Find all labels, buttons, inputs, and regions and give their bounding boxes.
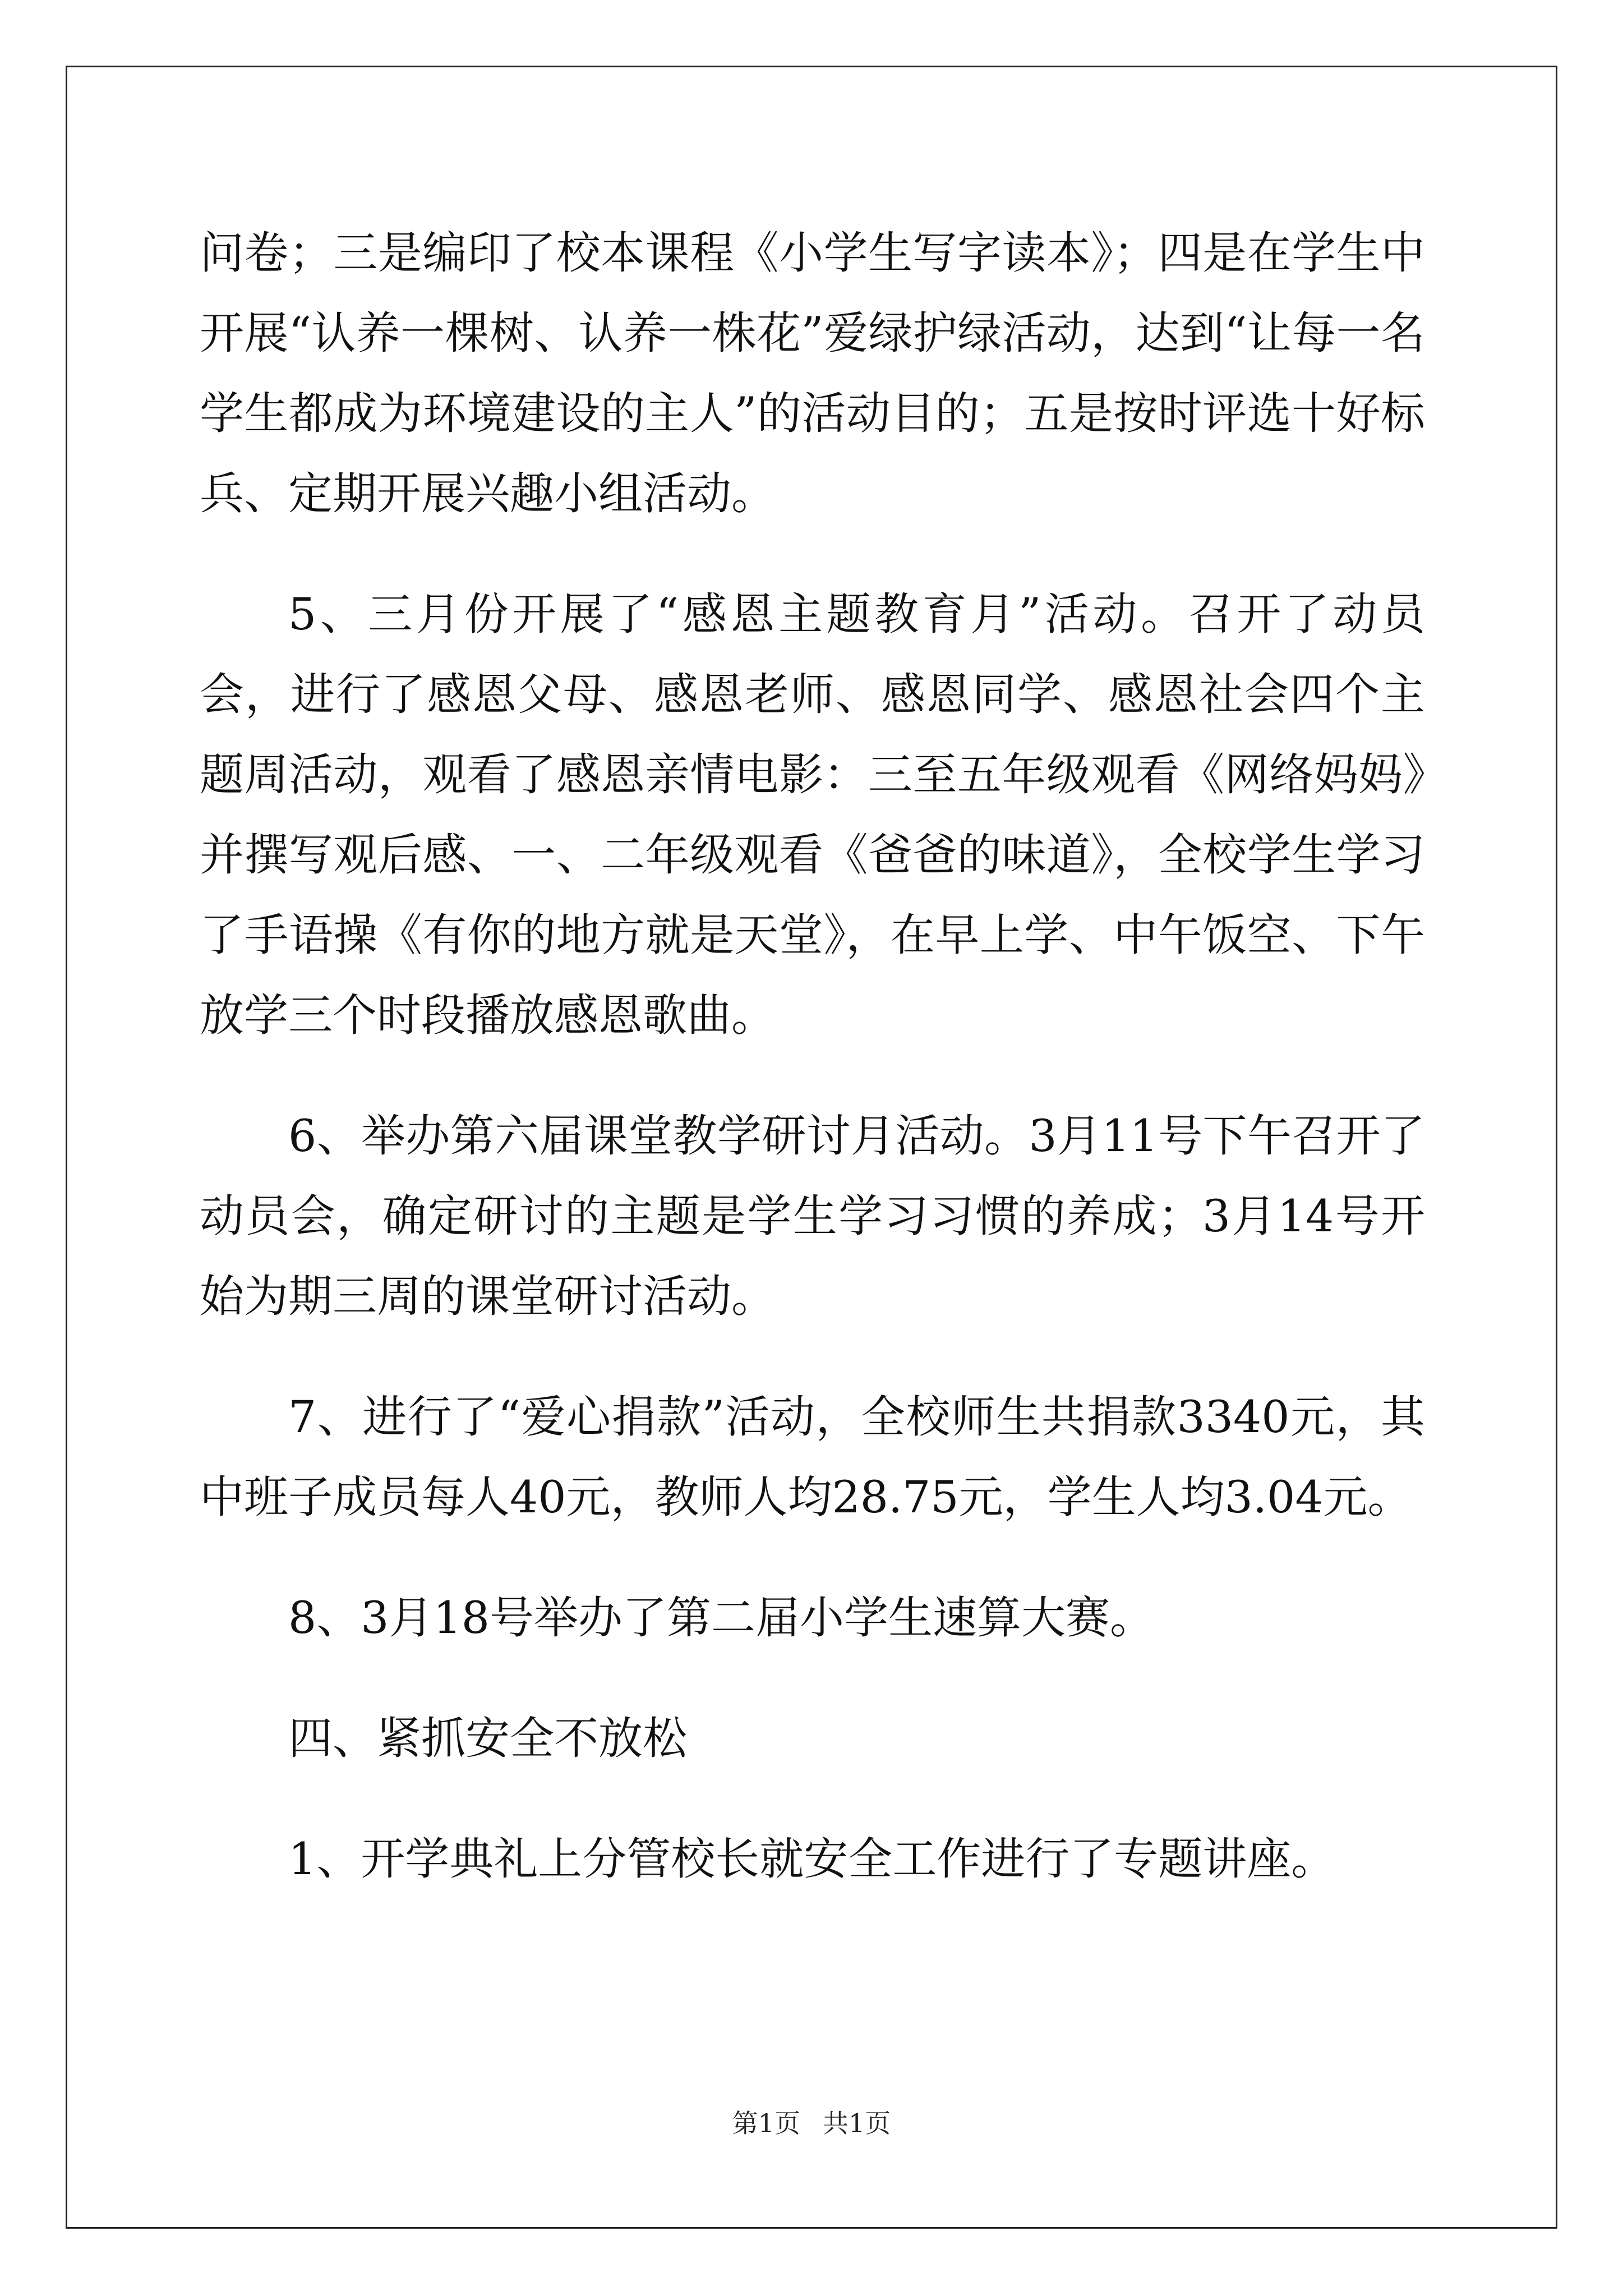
paragraph: 1、开学典礼上分管校长就安全工作进行了专题讲座。	[288, 1833, 1336, 1885]
section-heading: 四、紧抓安全不放松	[288, 1713, 687, 1764]
paragraph: 5、三月份开展了“感恩主题教育月”活动。召开了动员会，进行了感恩父母、感恩老师、感恩同学、感恩社会四个主题周活动，观看了感恩亲情电影：三至五年级观看《网络妈妈》并撰写观后感、一、二年级观看《爸爸的味道》，全校学生学习了手语操《有你的地方就是天堂》，在早上学、中午饭空、下午放学三个时段播放感恩歌曲。	[200, 588, 1425, 1041]
page-number: 第1页	[732, 2108, 800, 2138]
paragraph: 问卷；三是编印了校本课程《小学生写字读本》；四是在学生中开展“认养一棵树、认养一株花”爱绿护绿活动，达到“让每一名学生都成为环境建设的主人”的活动目的；五是按时评选十好标兵、定期开展兴趣小组活动。	[200, 227, 1425, 519]
paragraph: 7、进行了“爱心捐款”活动，全校师生共捐款3340元，其中班子成员每人40元，教师人均28.75元，学生人均3.04元。	[200, 1391, 1425, 1523]
page-footer	[0, 2106, 1623, 2140]
paragraph: 8、3月18号举办了第二届小学生速算大赛。	[288, 1592, 1155, 1644]
page-total: 共1页	[823, 2108, 891, 2138]
paragraph: 6、举办第六届课堂教学研讨月活动。3月11号下午召开了动员会，确定研讨的主题是学生学习习惯的养成；3月14号开始为期三周的课堂研讨活动。	[200, 1110, 1425, 1322]
document-body	[200, 213, 1425, 1940]
